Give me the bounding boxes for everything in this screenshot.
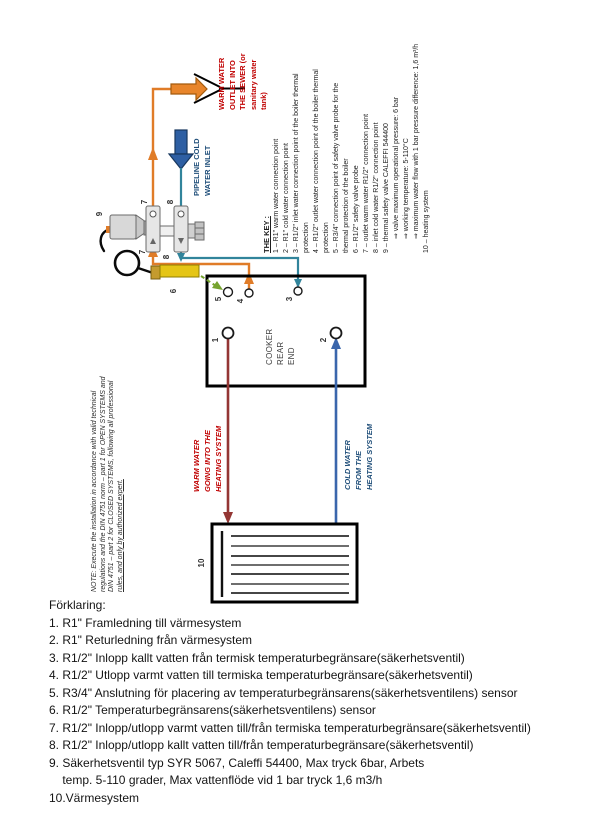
thermal-safety-valve bbox=[110, 206, 204, 255]
legend-line: 6. R1/2" Temperaturbegränsarens(säkerhetsventilens) sensor bbox=[49, 703, 376, 717]
probe-dashed-arrow bbox=[201, 276, 223, 290]
legend-title: Förklaring: bbox=[49, 598, 106, 612]
warm-pipe-to-radiator bbox=[223, 338, 233, 524]
key-line: thermal protection of the boiler bbox=[343, 158, 350, 253]
key-line: ⇒ working temperature: 5-110°C bbox=[403, 138, 410, 239]
connection-point-4 bbox=[245, 289, 253, 297]
pipeline-label-line: PIPELINE COLD bbox=[192, 138, 201, 196]
legend-line: temp. 5-110 grader, Max vattenflöde vid 1 bar tryck 1,6 m3/h bbox=[49, 773, 383, 787]
legend-lines bbox=[49, 615, 531, 808]
point-label-7: 7 bbox=[138, 249, 147, 255]
point-label-1: 1 bbox=[211, 337, 220, 343]
connection-point-3 bbox=[294, 287, 302, 295]
cold-label-line: HEATING SYSTEM bbox=[365, 423, 374, 490]
warm-label-line: GOING INTO THE bbox=[203, 430, 212, 492]
temperature-probe bbox=[151, 265, 199, 279]
point-label-9: 9 bbox=[95, 211, 104, 217]
cooker-label-line: REAR bbox=[276, 341, 285, 365]
legend bbox=[49, 597, 531, 807]
installation-note bbox=[91, 328, 125, 592]
note-line: regulations and the DIN 4751 norm – part 1 for OPEN SYSTEMS and bbox=[99, 376, 107, 592]
point-label-4: 4 bbox=[236, 298, 245, 304]
point-label-3: 3 bbox=[285, 296, 294, 302]
point-label-6: 6 bbox=[169, 288, 178, 294]
key-line: 7 – outlet warm water R1/2" connection point bbox=[363, 113, 370, 253]
cold-label-line: FROM THE bbox=[354, 450, 363, 490]
cold-water-heating-label bbox=[342, 423, 375, 490]
legend-line: 10.Värmesystem bbox=[49, 790, 140, 805]
cold-pipe-from-radiator bbox=[331, 337, 341, 527]
legend-line: 3. R1/2" Inlopp kallt vatten från termisk temperaturbegränsare(säkerhetsventil) bbox=[49, 650, 465, 665]
note-line: rules, and only by authorized expert. bbox=[116, 479, 124, 592]
connection-point-1 bbox=[223, 328, 234, 339]
point-label-2: 2 bbox=[319, 337, 328, 343]
sewer-label-line: sanitary water bbox=[248, 59, 258, 110]
legend-line: 8. R1/2" Inlopp/utlopp kallt vatten till/från temperaturbegränsare(säkerhetsventil) bbox=[49, 738, 474, 752]
key-line: 5 – R3/4" connection point of safety valve probe for the bbox=[333, 82, 340, 253]
warm-water-heating-label bbox=[191, 418, 224, 492]
key-title: THE KEY : bbox=[262, 216, 271, 253]
note-line: DIN 4751 – part 2 for CLOSED SYSTEMS, following all professional bbox=[108, 380, 116, 592]
sewer-label-line: WARM WATER bbox=[217, 57, 226, 110]
key-line: 2 – R1" cold water connection point bbox=[283, 143, 290, 253]
key-line: ⇒ valve maximum operational pressure: 6 bar bbox=[393, 96, 400, 239]
connection-point-5 bbox=[224, 288, 233, 297]
cold-water-inlet-label bbox=[191, 124, 213, 196]
warm-label-line: WARM WATER bbox=[192, 439, 201, 492]
key-line: ⇒ maximum water flow with 1 bar pressure difference: 1,6 m³/h bbox=[413, 43, 420, 239]
connection-point-2 bbox=[331, 328, 342, 339]
legend-line: 9. Säkerhetsventil typ SYR 5067, Caleffi 54400, Max tryck 6bar, Arbets bbox=[49, 755, 425, 770]
warm-outlet-pipe bbox=[148, 89, 171, 210]
key-line: 3 – R1/2" inlet water connection point of the boiler thermal bbox=[293, 73, 300, 253]
key-line: 9 – thermal safety valve CALEFFI 544400 bbox=[383, 123, 390, 253]
key-line: protection bbox=[323, 222, 330, 253]
key-line: 8 – inlet cold water R1/2" connection point bbox=[373, 122, 380, 253]
point-label-8: 8 bbox=[162, 254, 171, 260]
legend-line: 7. R1/2" Inlopp/utlopp varmt vatten till/från termiska temperaturbegränsare(säkerhetsventil) bbox=[49, 720, 531, 735]
cooker-label-line: END bbox=[287, 347, 296, 365]
legend-line: 1. R1" Framledning till värmesystem bbox=[49, 615, 242, 630]
legend-line: 4. R1/2" Utlopp varmt vatten till termiska temperaturbegränsare(säkerhetsventil) bbox=[49, 668, 473, 682]
point-label-8: 8 bbox=[166, 199, 175, 205]
sewer-label-line: tank) bbox=[259, 92, 269, 110]
cold-label-line: COLD WATER bbox=[343, 440, 352, 490]
sewer-label-line: THE SEWER (or bbox=[238, 53, 248, 110]
pipeline-label-line: WATER INLET bbox=[203, 145, 212, 196]
point-label-7: 7 bbox=[140, 199, 149, 205]
warm-label-line: HEATING SYSTEM bbox=[214, 425, 223, 492]
cooker-rear-end-label bbox=[264, 325, 297, 365]
key-line: protection bbox=[303, 222, 310, 253]
radiator-box bbox=[212, 524, 357, 602]
cooker-label-line: COOKER bbox=[265, 328, 274, 365]
note-line: NOTE: Execute the installation in accordance with valid technical bbox=[91, 390, 98, 592]
diagram-key bbox=[262, 41, 432, 253]
sewer-label-line: OUTLET INTO bbox=[227, 60, 237, 110]
key-lines bbox=[272, 41, 432, 253]
key-line: 4 – R1/2" outlet water connection point of the boiler thermal bbox=[313, 69, 320, 253]
key-line: 10 – heating system bbox=[423, 190, 430, 253]
key-line: 6 – R1/2" safety valve probe bbox=[353, 165, 360, 253]
point-label-5: 5 bbox=[214, 296, 223, 302]
warm-outlet-block-arrow bbox=[171, 78, 207, 100]
cold-inlet-block-arrow bbox=[169, 130, 193, 169]
legend-line: 5. R3/4" Anslutning för placering av temperaturbegränsarens(säkerhetsventilens) sensor bbox=[49, 685, 518, 700]
key-line: 1 – R1" warm water connection point bbox=[273, 138, 280, 253]
point-label-10: 10 bbox=[197, 558, 206, 568]
legend-line: 2. R1" Returledning från värmesystem bbox=[49, 633, 253, 647]
